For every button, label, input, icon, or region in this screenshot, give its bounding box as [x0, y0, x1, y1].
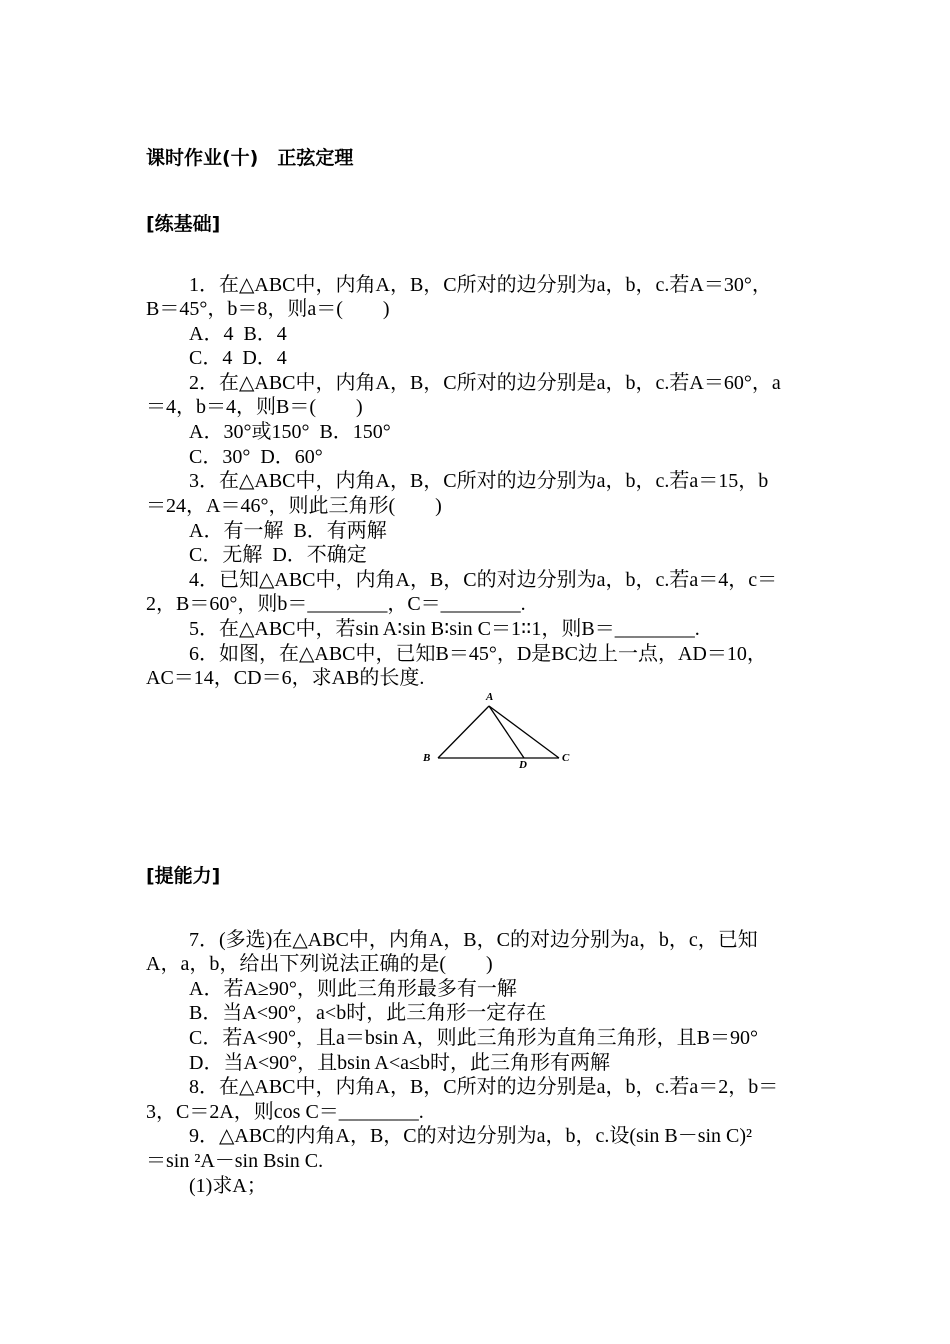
problem-7-line-2: A，a，b，给出下列说法正确的是( ): [146, 953, 493, 975]
problem-3-line-2: ＝24，A＝46°，则此三角形( ): [146, 495, 442, 517]
problem-7-option-b: B．当A<90°，a<b时，此三角形一定存在: [189, 1002, 547, 1024]
problem-6-line-2: AC＝14，CD＝6，求AB的长度.: [146, 667, 425, 689]
problem-9-line-2: ＝sin ²A－sin Bsin C.: [146, 1150, 324, 1172]
vertex-label-c: C: [562, 752, 570, 764]
problem-7-option-d: D．当A<90°，且bsin A<a≤b时，此三角形有两解: [189, 1052, 610, 1074]
vertex-label-a: A: [486, 691, 494, 703]
triangle-figure: [418, 688, 578, 771]
problem-2-options-ab: A．30°或150° B．150°: [189, 421, 391, 443]
problem-8-line-2: 3，C＝2A，则cos C＝________.: [146, 1101, 424, 1123]
problem-1-line-1: 1．在△ABC中，内角A，B，C所对的边分别为a，b，c.若A＝30°，: [189, 274, 772, 296]
problem-1-options-cd: C．4 D．4: [189, 347, 287, 369]
problem-5-line-1: 5．在△ABC中，若sin A∶sin B∶sin C＝1∶∶1，则B＝________.: [189, 618, 700, 640]
problem-7-option-c: C．若A<90°，且a＝bsin A，则此三角形为直角三角形，且B＝90°: [189, 1027, 758, 1049]
problem-2-line-1: 2．在△ABC中，内角A，B，C所对的边分别是a，b，c.若A＝60°，a: [189, 372, 781, 394]
segment-ab: [438, 706, 489, 758]
problem-9-part-1: (1)求A；: [189, 1175, 267, 1197]
vertex-label-b: B: [423, 752, 431, 764]
vertex-label-d: D: [519, 759, 527, 771]
page-title: 课时作业(十) 正弦定理: [146, 147, 354, 169]
problem-2-options-cd: C．30° D．60°: [189, 446, 323, 468]
problem-4-line-2: 2，B＝60°，则b＝________，C＝________.: [146, 593, 526, 615]
problem-3-options-cd: C．无解 D．不确定: [189, 544, 367, 566]
section-heading-basic: [练基础]: [146, 213, 221, 235]
problem-3-options-ab: A．有一解 B．有两解: [189, 520, 387, 542]
problem-7-option-a: A．若A≥90°，则此三角形最多有一解: [189, 978, 517, 1000]
section-heading-advanced: [提能力]: [146, 865, 221, 887]
problem-6-line-1: 6．如图，在△ABC中，已知B＝45°，D是BC边上一点，AD＝10，: [189, 643, 767, 665]
problem-1-line-2: B＝45°，b＝8，则a＝( ): [146, 298, 390, 320]
segment-ad: [489, 706, 524, 758]
problem-2-line-2: ＝4，b＝4，则B＝( ): [146, 396, 363, 418]
problem-9-line-1: 9．△ABC的内角A，B，C的对边分别为a，b，c.设(sin B－sin C)²: [189, 1125, 753, 1147]
problem-3-line-1: 3．在△ABC中，内角A，B，C所对的边分别为a，b，c.若a＝15，b: [189, 470, 769, 492]
problem-4-line-1: 4．已知△ABC中，内角A，B，C的对边分别为a，b，c.若a＝4，c＝: [189, 569, 778, 591]
segment-ac: [489, 706, 559, 758]
problem-1-options-ab: A．4 B．4: [189, 323, 287, 345]
problem-7-line-1: 7．(多选)在△ABC中，内角A，B，C的对边分别为a，b，c，已知: [189, 929, 758, 951]
problem-8-line-1: 8．在△ABC中，内角A，B，C所对的边分别是a，b，c.若a＝2，b＝: [189, 1076, 779, 1098]
